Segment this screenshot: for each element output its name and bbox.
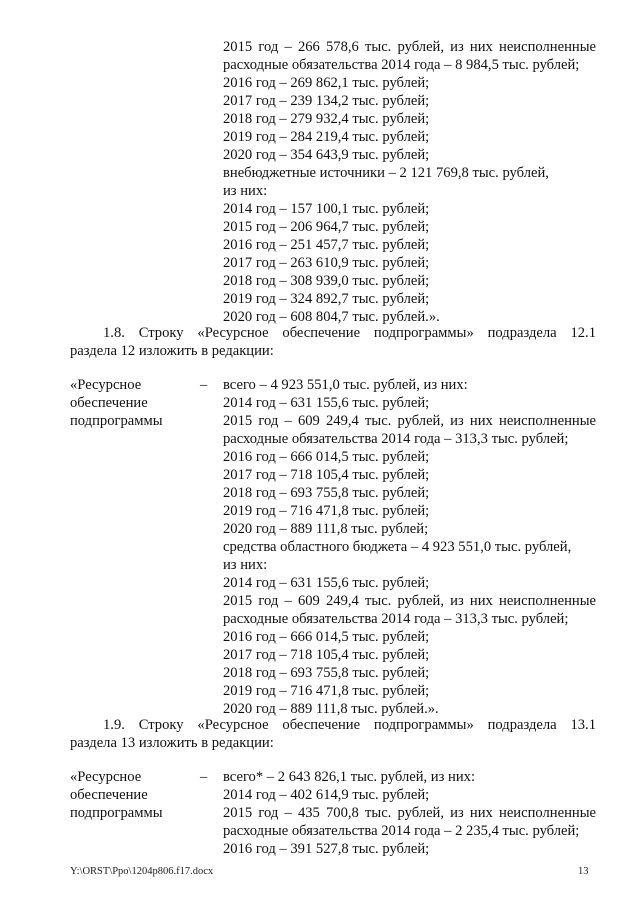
block-b-line: 2020 год – 889 111,8 тыс. рублей.». <box>223 701 439 717</box>
block-b-line: 2016 год – 666 014,5 тыс. рублей; <box>223 449 430 465</box>
block-c-line: 2014 год – 402 614,9 тыс. рублей; <box>223 787 430 803</box>
row-label: «Ресурсное <box>70 769 142 785</box>
block-a-line: 2019 год – 284 219,4 тыс. рублей; <box>223 129 430 145</box>
block-a-line: 2019 год – 324 892,7 тыс. рублей; <box>223 291 430 307</box>
row-label: обеспечение <box>70 787 148 803</box>
block-c-line: 2016 год – 391 527,8 тыс. рублей; <box>223 841 430 857</box>
paragraph-line: раздела 13 изложить в редакции: <box>70 735 274 751</box>
footer-page-number: 13 <box>578 866 589 877</box>
block-a-line: 2020 год – 354 643,9 тыс. рублей; <box>223 147 430 163</box>
block-c-line: 2015 год – 435 700,8 тыс. рублей, из них неисполненные <box>223 805 596 821</box>
block-b-line: 2020 год – 889 111,8 тыс. рублей; <box>223 521 429 537</box>
row-label: подпрограммы <box>70 413 163 429</box>
block-a-line: из них: <box>223 183 268 199</box>
block-b-line: 2017 год – 718 105,4 тыс. рублей; <box>223 647 430 663</box>
block-a-line: 2018 год – 308 939,0 тыс. рублей; <box>223 273 430 289</box>
block-b-line: из них: <box>223 557 268 573</box>
footer-file-path: Y:\ORST\Ppo\1204p806.f17.docx <box>70 866 214 877</box>
paragraph-line: 1.9. Строку «Ресурсное обеспечение подпрограммы» подраздела 13.1 <box>103 717 596 733</box>
block-b-line: 2018 год – 693 755,8 тыс. рублей; <box>223 485 430 501</box>
paragraph-line: 1.8. Строку «Ресурсное обеспечение подпрограммы» подраздела 12.1 <box>103 325 596 341</box>
row-label: обеспечение <box>70 395 148 411</box>
block-a-line: 2018 год – 279 932,4 тыс. рублей; <box>223 111 430 127</box>
block-b-line: 2014 год – 631 155,6 тыс. рублей; <box>223 575 430 591</box>
block-b-line: 2014 год – 631 155,6 тыс. рублей; <box>223 395 430 411</box>
block-b-line: всего – 4 923 551,0 тыс. рублей, из них: <box>223 377 468 393</box>
row-label: подпрограммы <box>70 805 163 821</box>
block-c-line: всего* – 2 643 826,1 тыс. рублей, из них: <box>223 769 476 785</box>
block-a-line: 2016 год – 269 862,1 тыс. рублей; <box>223 75 430 91</box>
block-a-line: расходные обязательства 2014 года – 8 984,5 тыс. рублей; <box>223 57 580 73</box>
paragraph-line: раздела 12 изложить в редакции: <box>70 343 274 359</box>
block-a-line: 2015 год – 266 578,6 тыс. рублей, из них неисполненные <box>223 39 596 55</box>
block-b-line: 2019 год – 716 471,8 тыс. рублей; <box>223 683 430 699</box>
block-a-line: 2015 год – 206 964,7 тыс. рублей; <box>223 219 430 235</box>
block-b-line: 2015 год – 609 249,4 тыс. рублей, из них неисполненные <box>223 593 596 609</box>
block-b-line: расходные обязательства 2014 года – 313,3 тыс. рублей; <box>223 611 569 627</box>
separator-dash: – <box>200 769 208 785</box>
separator-dash: – <box>200 377 208 393</box>
block-a-line: 2016 год – 251 457,7 тыс. рублей; <box>223 237 430 253</box>
block-a-line: 2017 год – 239 134,2 тыс. рублей; <box>223 93 430 109</box>
block-b-line: 2015 год – 609 249,4 тыс. рублей, из них неисполненные <box>223 413 596 429</box>
block-b-line: средства областного бюджета – 4 923 551,0 тыс. рублей, <box>223 539 572 555</box>
block-a-line: 2020 год – 608 804,7 тыс. рублей.». <box>223 309 440 325</box>
row-label: «Ресурсное <box>70 377 142 393</box>
block-a-line: 2017 год – 263 610,9 тыс. рублей; <box>223 255 430 271</box>
block-b-line: расходные обязательства 2014 года – 313,3 тыс. рублей; <box>223 431 569 447</box>
block-b-line: 2018 год – 693 755,8 тыс. рублей; <box>223 665 430 681</box>
block-b-line: 2019 год – 716 471,8 тыс. рублей; <box>223 503 430 519</box>
block-b-line: 2017 год – 718 105,4 тыс. рублей; <box>223 467 430 483</box>
block-b-line: 2016 год – 666 014,5 тыс. рублей; <box>223 629 430 645</box>
block-a-line: 2014 год – 157 100,1 тыс. рублей; <box>223 201 430 217</box>
block-a-line: внебюджетные источники – 2 121 769,8 тыс. рублей, <box>223 165 549 181</box>
block-c-line: расходные обязательства 2014 года – 2 235,4 тыс. рублей; <box>223 823 580 839</box>
